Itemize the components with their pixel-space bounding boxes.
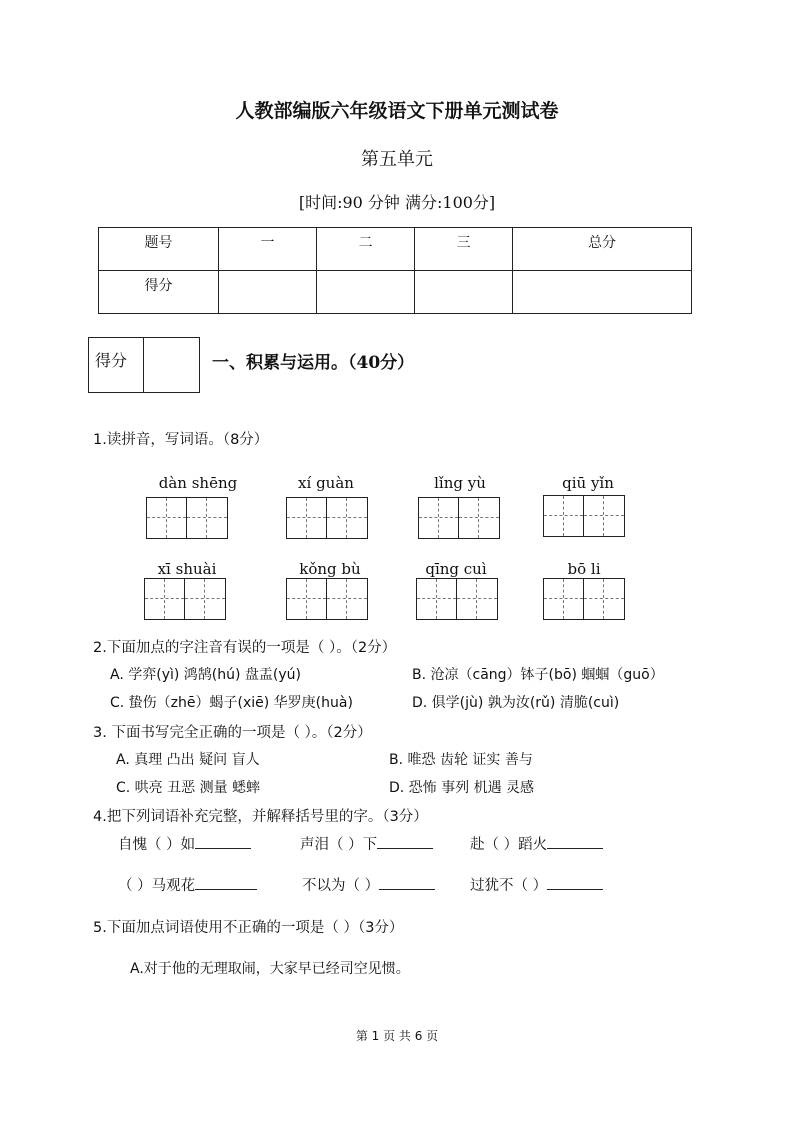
score-table xyxy=(98,227,692,314)
option-a: A. 学弈(yì) 鸿鹄(hú) 盘盂(yú) xyxy=(110,667,301,683)
answer-blank[interactable] xyxy=(379,875,435,890)
idiom-fill-item xyxy=(118,874,257,895)
exam-title: 人教部编版六年级语文下册单元测试卷 xyxy=(235,100,559,122)
option-b: B. 沧凉（cāng）钵子(bō) 蝈蝈（guō） xyxy=(412,667,664,683)
idiom-text: 赴（ ）蹈火 xyxy=(470,837,548,853)
answer-blank[interactable] xyxy=(195,834,251,849)
idiom-text: （ ）马观花 xyxy=(118,878,196,894)
score-header-cell: 题号 xyxy=(99,228,219,271)
option-d: D. 恐怖 事列 机遇 灵感 xyxy=(389,780,535,796)
writing-grid[interactable] xyxy=(543,495,625,537)
score-table-value-row xyxy=(99,271,692,314)
score-cell[interactable] xyxy=(513,271,692,314)
score-row-label: 得分 xyxy=(99,271,219,314)
time-score-info: [时间:90 分钟 满分:100分] xyxy=(298,193,496,212)
answer-blank[interactable] xyxy=(377,834,433,849)
pinyin-label: kǒng bù xyxy=(299,560,361,578)
idiom-fill-item xyxy=(470,874,603,895)
writing-grid[interactable] xyxy=(543,578,625,620)
score-header-cell: 一 xyxy=(219,228,317,271)
writing-grid[interactable] xyxy=(286,578,368,620)
idiom-text: 自愧（ ）如 xyxy=(118,837,196,853)
idiom-fill-item xyxy=(118,833,251,854)
writing-grid[interactable] xyxy=(418,497,500,539)
option-c: C. 哄亮 丑恶 测量 蟋蟀 xyxy=(116,780,261,796)
question-4-stem: 4.把下列词语补充完整，并解释括号里的字。（3分） xyxy=(93,809,428,825)
writing-grid[interactable] xyxy=(146,497,228,539)
writing-grid[interactable] xyxy=(144,578,226,620)
pinyin-label: xí guàn xyxy=(298,474,354,492)
pinyin-label: bō li xyxy=(567,560,601,578)
writing-grid[interactable] xyxy=(286,497,368,539)
option-a: A.对于他的无理取闹，大家早已经司空见惯。 xyxy=(130,961,410,977)
writing-grid[interactable] xyxy=(416,578,498,620)
score-cell[interactable] xyxy=(415,271,513,314)
answer-blank[interactable] xyxy=(547,834,603,849)
section-heading: 一、积累与运用。（40分） xyxy=(212,353,415,373)
score-header-cell: 二 xyxy=(317,228,415,271)
idiom-text: 不以为（ ） xyxy=(302,878,380,894)
divider xyxy=(143,338,144,392)
score-header-cell: 总分 xyxy=(513,228,692,271)
pinyin-label: lǐng yù xyxy=(434,474,486,492)
unit-title: 第五单元 xyxy=(361,149,433,170)
idiom-fill-item xyxy=(300,833,433,854)
score-cell[interactable] xyxy=(317,271,415,314)
option-c: C. 蛰伤（zhē）蝎子(xiē) 华罗庚(huà) xyxy=(110,695,353,711)
score-header-cell: 三 xyxy=(415,228,513,271)
question-3-stem: 3. 下面书写完全正确的一项是（ ）。（2分） xyxy=(93,725,372,741)
option-a: A. 真理 凸出 疑问 盲人 xyxy=(116,752,260,768)
score-cell[interactable] xyxy=(219,271,317,314)
idiom-fill-item xyxy=(470,833,603,854)
question-2-stem: 2.下面加点的字注音有误的一项是（ ）。（2分） xyxy=(93,640,397,656)
pinyin-label: xī shuài xyxy=(157,560,217,578)
pinyin-label: qiū yǐn xyxy=(562,474,614,492)
pinyin-label: dàn shēng xyxy=(158,474,238,492)
score-table-header-row xyxy=(99,228,692,271)
idiom-text: 过犹不（ ） xyxy=(470,878,548,894)
pinyin-label: qīng cuì xyxy=(425,560,487,578)
answer-blank[interactable] xyxy=(195,875,257,890)
question-1-stem: 1.读拼音，写词语。（8分） xyxy=(93,432,269,448)
page-footer: 第 1 页 共 6 页 xyxy=(355,1029,439,1043)
option-d: D. 俱学(jù) 孰为汝(rǔ) 清脆(cuì) xyxy=(412,695,620,711)
idiom-text: 声泪（ ）下 xyxy=(300,837,378,853)
question-5-stem: 5.下面加点词语使用不正确的一项是（ ）（3分） xyxy=(93,920,404,936)
answer-blank[interactable] xyxy=(547,875,603,890)
option-b: B. 唯恐 齿轮 证实 善与 xyxy=(389,752,533,768)
idiom-fill-item xyxy=(302,874,435,895)
section-score-box xyxy=(88,337,200,393)
section-score-label: 得分 xyxy=(95,351,128,370)
